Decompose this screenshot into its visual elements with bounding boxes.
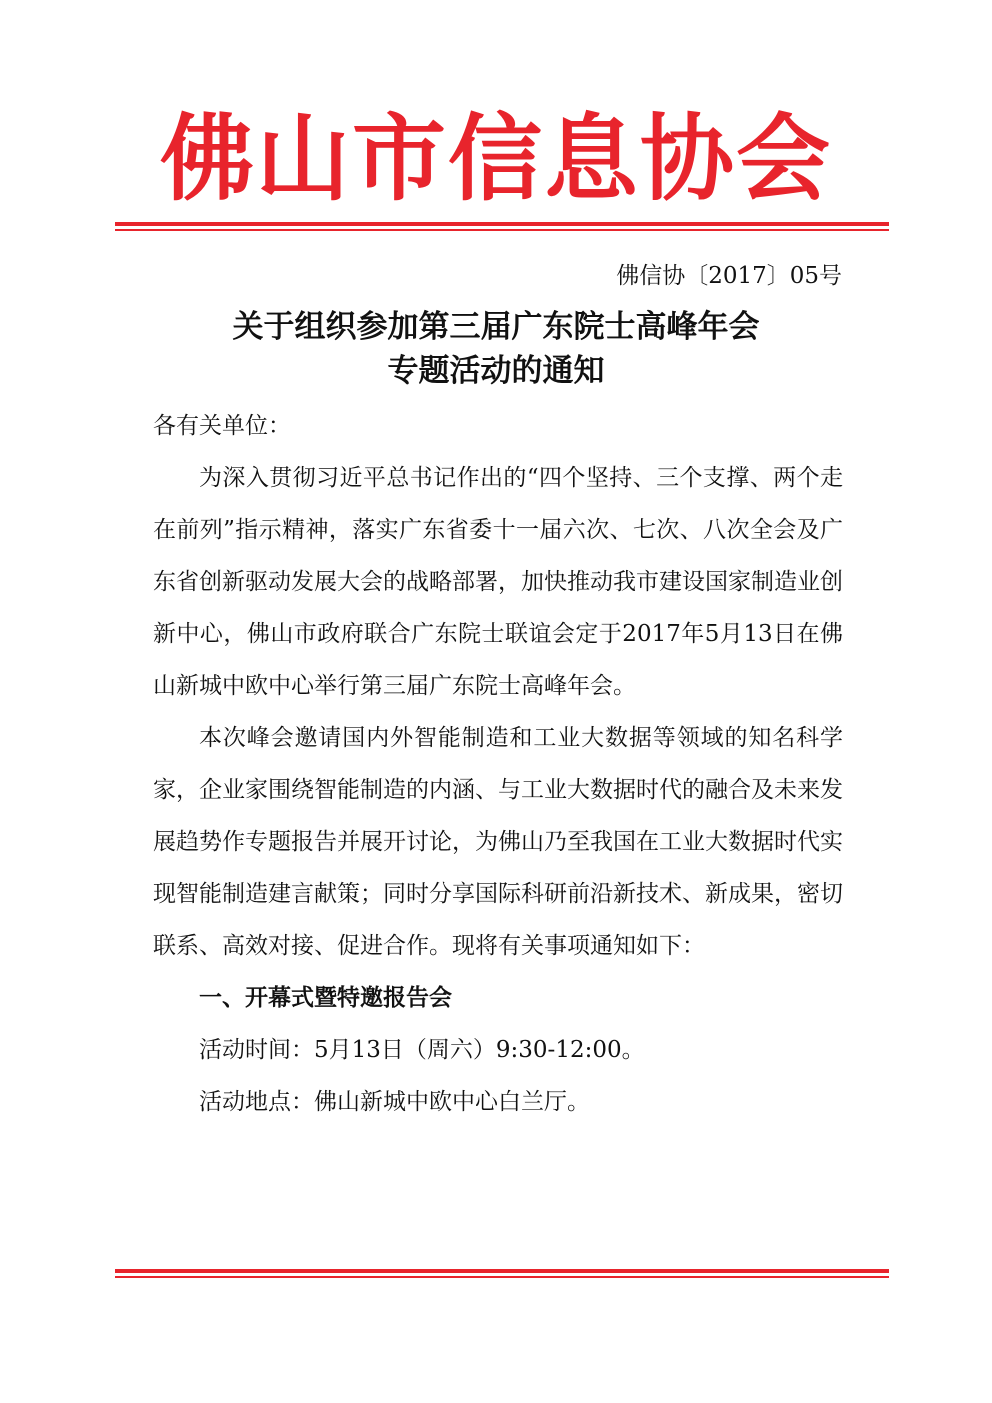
activity-place: 活动地点：佛山新城中欧中心白兰厅。 (199, 1089, 590, 1115)
document-title (0, 305, 992, 393)
document-body (153, 400, 843, 1128)
activity-time: 活动时间：5月13日（周六）9:30-12:00。 (199, 1037, 645, 1063)
org-masthead: 佛山市信息协会 (159, 105, 832, 214)
document-title-line-1: 关于组织参加第三届广东院士高峰年会 (232, 309, 760, 345)
masthead-divider (115, 222, 889, 231)
salutation: 各有关单位： (153, 413, 291, 439)
footer-divider (115, 1269, 889, 1278)
document-number: 佛信协〔2017〕05号 (616, 263, 842, 289)
body-paragraph: 本次峰会邀请国内外智能制造和工业大数据等领域的知名科学家，企业家围绕智能制造的内涵、与工业大数据时代的融合及未来发展趋势作专题报告并展开讨论，为佛山乃至我国在工业大数据时代实现智能制造建言献策；同时分享国际科研前沿新技术、新成果，密切联系、高效对接、促进合作。现将有关事项通知如下： (153, 725, 843, 959)
document-title-line-2: 专题活动的通知 (387, 353, 605, 389)
body-paragraph: 为深入贯彻习近平总书记作出的“四个坚持、三个支撑、两个走在前列”指示精神，落实广东省委十一届六次、七次、八次全会及广东省创新驱动发展大会的战略部署，加快推动我市建设国家制造业创新中心，佛山市政府联合广东院士联谊会定于2017年5月13日在佛山新城中欧中心举行第三届广东院士高峰年会。 (153, 465, 843, 699)
section-heading: 一、开幕式暨特邀报告会 (199, 985, 452, 1011)
